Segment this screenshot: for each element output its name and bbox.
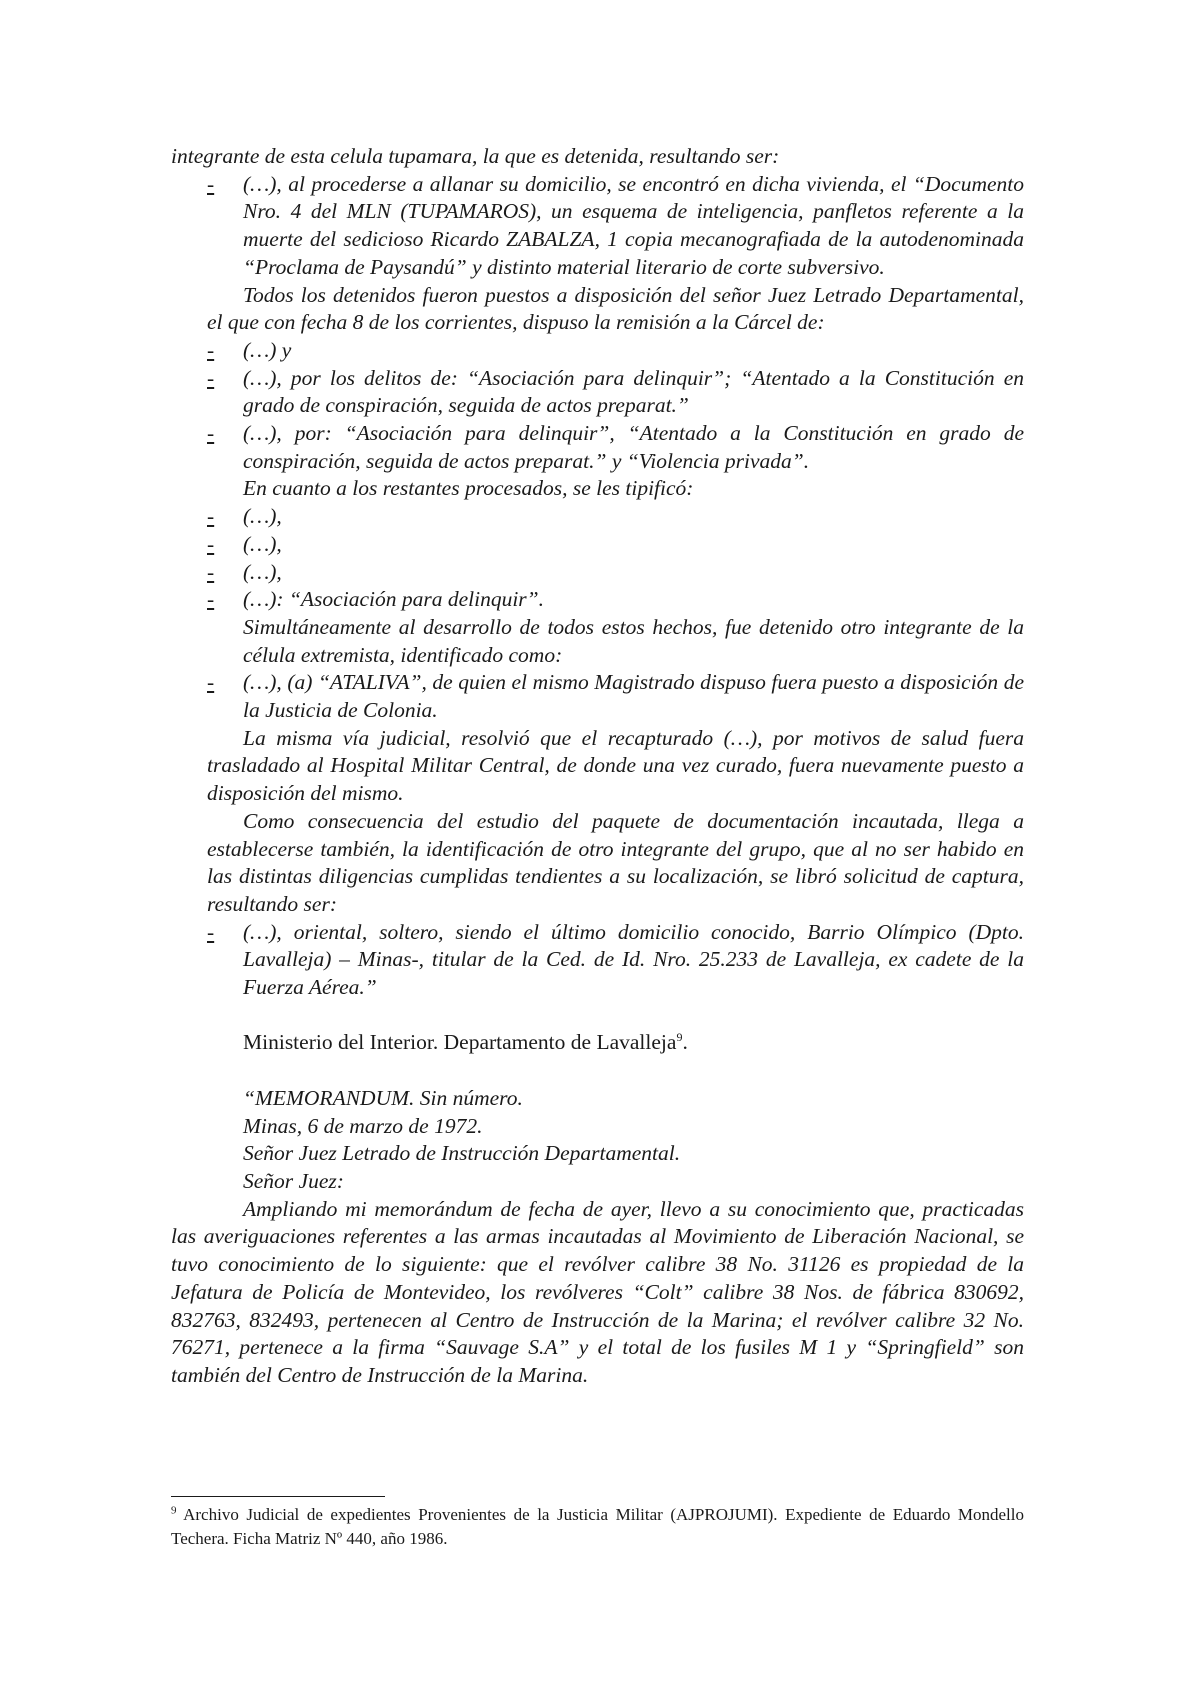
misma-via-paragraph: La misma vía judicial, resolvió que el recapturado (…), por motivos de salud fuera trasladado al Hospital Militar Central, de donde una vez curado, fuera nuevamente puesto a disposición del mismo. (207, 725, 1024, 806)
bullet-marker: - (207, 670, 215, 695)
bullet-item (207, 531, 1024, 559)
bullet-item (207, 586, 1024, 614)
bullet-marker: - (207, 504, 215, 529)
memo-addressee: Señor Juez Letrado de Instrucción Departamental. (243, 1141, 681, 1166)
bullet-text: (…), (243, 531, 282, 556)
memo-place-date: Minas, 6 de marzo de 1972. (243, 1113, 483, 1138)
bullet-text: (…) y (243, 337, 292, 362)
footnote-reference[interactable]: 9 (676, 1030, 683, 1045)
detenidos-paragraph: Todos los detenidos fueron puestos a disposición del señor Juez Letrado Departamental, el que con fecha 8 de los corrientes, dispuso la remisión a la Cárcel de: (207, 282, 1024, 335)
bullet-text: (…): “Asociación para delinquir”. (243, 587, 544, 612)
memo-header: “MEMORANDUM. Sin número. (243, 1085, 523, 1110)
memo-source-text: Ministerio del Interior. Departamento de Lavalleja (243, 1030, 677, 1055)
intro-paragraph: integrante de esta celula tupamara, la que es detenida, resultando ser: (171, 144, 780, 168)
bullet-marker: - (207, 171, 215, 196)
simultaneamente-paragraph: Simultáneamente al desarrollo de todos estos hechos, fue detenido otro integrante de la célula extremista, identificado como: (243, 614, 1024, 667)
bullet-text: (…), por: “Asociación para delinquir”, “Atentado a la Constitución en grado de conspiración, seguida de actos preparat.” y “Violencia privada”. (243, 421, 1024, 473)
bullet-text: (…), por los delitos de: “Asociación para delinquir”; “Atentado a la Constitución en grado de conspiración, seguida de actos preparat.” (243, 365, 1024, 418)
memo-body: Ampliando mi memorándum de fecha de ayer, llevo a su conocimiento que, practicadas las averiguaciones referentes a las armas incautadas al Movimiento de Liberación Nacional, se tuvo conocimiento de lo siguiente: que el revólver calibre 38 No. 31126 es propiedad de la Jefatura de Policía de Montevideo, los revólveres “Colt” calibre 38 Nos. de fábrica 830692, 832763, 832493, pertenecen al Centro de Instrucción de la Marina; el revólver calibre 32 No. 76271, pertenece a la firma “Sauvage S.A” y el total de los fusiles M 1 y “Springfield” son también del Centro de Instrucción de la Marina. (171, 1196, 1024, 1387)
footnote (171, 1503, 1024, 1551)
memo-source-line (243, 1029, 1024, 1057)
bullet-text: (…), (243, 504, 282, 529)
page-body (171, 143, 1024, 1390)
bullet-item (207, 503, 1024, 531)
bullet-text: (…), al procederse a allanar su domicilio, se encontró en dicha vivienda, el “Documento Nro. 4 del MLN (TUPAMAROS), un esquema de inteligencia, panfletos referente a la muerte del sedicioso Ricardo ZABALZA, 1 copia mecanografiada de la autodenominada “Proclama de Paysandú” y distinto material literario de corte subversivo. (243, 171, 1024, 279)
memo-salutation: Señor Juez: (243, 1168, 344, 1193)
bullet-item (207, 559, 1024, 587)
bullet-marker: - (207, 559, 215, 584)
bullet-text: (…), (243, 559, 282, 584)
bullet-marker: - (207, 365, 215, 390)
blank-line (171, 1002, 1024, 1030)
blank-line (171, 1057, 1024, 1085)
memo-source-end: . (682, 1030, 688, 1055)
footnote-separator (171, 1496, 385, 1497)
bullet-marker: - (207, 919, 215, 944)
bullet-marker: - (207, 587, 215, 612)
bullet-text: (…), (a) “ATALIVA”, de quien el mismo Magistrado dispuso fuera puesto a disposición de la Justicia de Colonia. (243, 670, 1024, 723)
bullet-item (207, 420, 1024, 475)
bullet-marker: - (207, 531, 215, 556)
bullet-marker: - (207, 421, 215, 446)
bullet-text: (…), oriental, soltero, siendo el último domicilio conocido, Barrio Olímpico (Dpto. Lavalleja) – Minas-, titular de la Ced. de Id. Nro. 25.233 de Lavalleja, ex cadete de la Fuerza Aérea.” (243, 919, 1024, 1000)
bullet-marker: - (207, 337, 215, 362)
bullet-item (207, 337, 1024, 365)
bullet-item (207, 171, 1024, 282)
restantes-paragraph: En cuanto a los restantes procesados, se les tipificó: (243, 476, 694, 501)
footnote-text: Archivo Judicial de expedientes Provenientes de la Justicia Militar (AJPROJUMI). Expediente de Eduardo Mondello Techera. Ficha Matriz Nº 440, año 1986. (171, 1505, 1024, 1548)
bullet-item (207, 669, 1024, 724)
bullet-item (207, 365, 1024, 420)
footnote-number: 9 (171, 1504, 177, 1517)
bullet-item (207, 919, 1024, 1002)
consecuencia-paragraph: Como consecuencia del estudio del paquete de documentación incautada, llega a establecerse también, la identificación de otro integrante del grupo, que al no ser habido en las distintas diligencias cumplidas tendientes a su localización, se libró solicitud de captura, resultando ser: (207, 808, 1024, 916)
